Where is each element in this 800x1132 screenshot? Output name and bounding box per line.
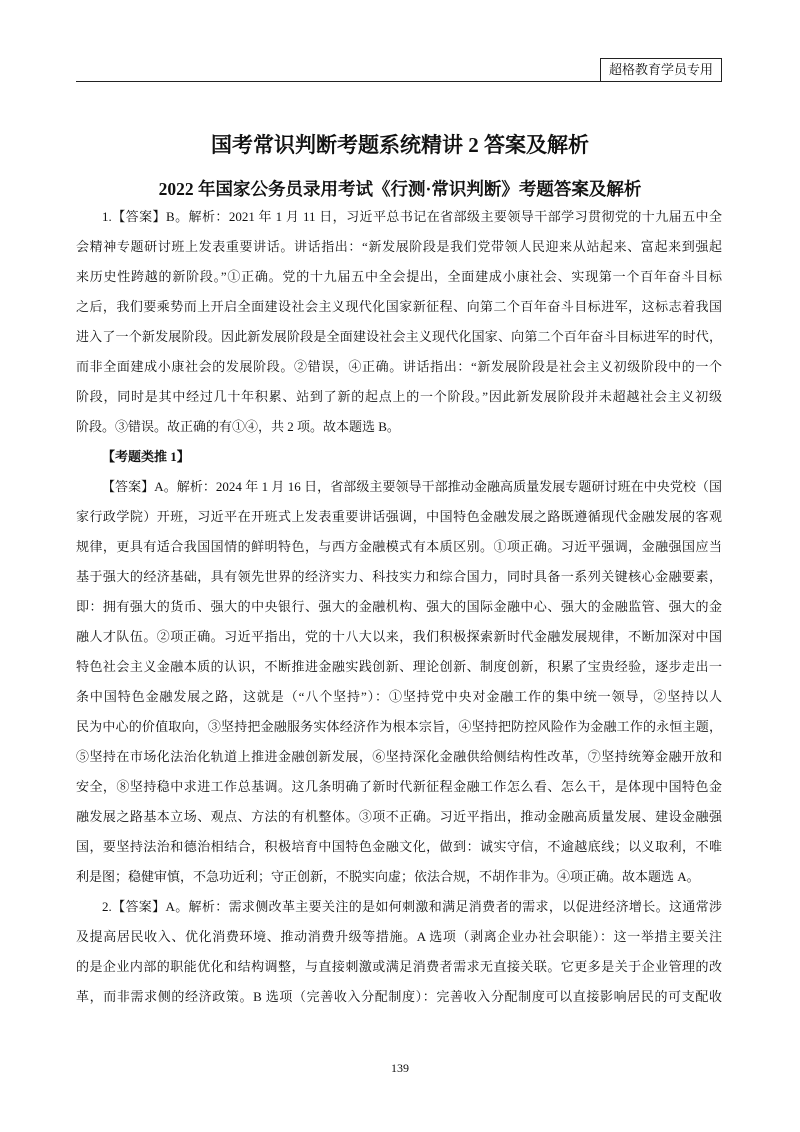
document-body [76,202,722,1012]
text-line: 民为中心的价值取向，③坚持把金融服务实体经济作为根本宗旨，④坚持把防控风险作为金融工作的永恒主题， [76,719,722,734]
text-line: 及提高居民收入、优化消费环境、推动消费升级等措施。A 选项（剥离企业办社会职能）：这一举措主要关注 [76,929,722,944]
text-line: 而非全面建成小康社会的发展阶段。②错误，④正确。讲话指出：“新发展阶段是社会主义初级阶段中的一个 [76,359,722,374]
text-line: 【答案】A。解析：2024 年 1 月 16 日，省部级主要领导干部推动金融高质量发展专题研讨班在中央党校（国 [102,479,722,494]
text-line: 进入了一个新发展阶段。因此新发展阶段是全面建设社会主义现代化国家、向第二个百年奋斗目标进军的时代， [76,329,722,344]
page-number: 139 [391,1061,409,1075]
answer-2-paragraph [76,892,722,1012]
text-line: 2.【答案】A。解析：需求侧改革主要关注的是如何刺激和满足消费者的需求，以促进经济增长。这通常涉 [102,899,722,914]
text-line: 之后，我们要乘势而上开启全面建设社会主义现代化国家新征程、向第二个百年奋斗目标进军，这标志着我国 [76,299,722,314]
text-line: 条中国特色金融发展之路，这就是（“八个坚持”）：①坚持党中央对金融工作的集中统一领导，②坚持以人 [76,689,722,704]
text-line: 特色社会主义金融本质的认识，不断推进金融实践创新、理论创新、制度创新，积累了宝贵经验，逐步走出一 [76,659,722,674]
text-line: 阶段。③错误。故正确的有①④，共 2 项。故本题选 B。 [76,419,400,434]
page-subtitle: 2022 年国家公务员录用考试《行测·常识判断》考题答案及解析 [158,179,642,199]
text-line: 基于强大的经济基础，具有领先世界的经济实力、科技实力和综合国力，同时具备一系列关键核心金融要素， [76,569,722,584]
page-title: 国考常识判断考题系统精讲 2 答案及解析 [211,133,589,157]
text-line: 国，要坚持法治和德治相结合，积极培育中国特色金融文化，做到：诚实守信，不逾越底线；以义取利，不唯 [76,839,722,854]
text-line: 阶段，同时是其中经过几十年积累、站到了新的起点上的一个阶段。”因此新发展阶段并未超越社会主义初级 [76,389,722,404]
text-line: 利是图；稳健审慎，不急功近利；守正创新，不脱实向虚；依法合规，不胡作非为。④项正确。故本题选 A。 [76,869,700,884]
analogy-heading: 【考题类推 1】 [102,449,190,464]
text-line: 即：拥有强大的货币、强大的中央银行、强大的金融机构、强大的国际金融中心、强大的金融监管、强大的金 [76,599,722,614]
text-line: ⑤坚持在市场化法治化轨道上推进金融创新发展，⑥坚持深化金融供给侧结构性改革，⑦坚持统筹金融开放和 [76,749,722,764]
text-line: 1.【答案】B。解析：2021 年 1 月 11 日，习近平总书记在省部级主要领导干部学习贯彻党的十九届五中全 [102,209,722,224]
text-line: 融发展之路基本立场、观点、方法的有机整体。③项不正确。习近平指出，推动金融高质量发展、建设金融强 [76,809,722,824]
text-line: 来历史性跨越的新阶段。”①正确。党的十九届五中全会提出，全面建成小康社会、实现第一个百年奋斗目标 [76,269,722,284]
text-line: 家行政学院）开班，习近平在开班式上发表重要讲话强调，中国特色金融发展之路既遵循现代金融发展的客观 [76,509,722,524]
header-badge: 超格教育学员专用 [600,58,722,82]
text-line: 安全，⑧坚持稳中求进工作总基调。这几条明确了新时代新征程金融工作怎么看、怎么干，是体现中国特色金 [76,779,722,794]
text-line: 融人才队伍。②项正确。习近平指出，党的十八大以来，我们积极探索新时代金融发展规律，不断加深对中国 [76,629,722,644]
text-line: 规律，更具有适合我国国情的鲜明特色，与西方金融模式有本质区别。①项正确。习近平强调，金融强国应当 [76,539,722,554]
text-line: 会精神专题研讨班上发表重要讲话。讲话指出：“新发展阶段是我们党带领人民迎来从站起来、富起来到强起 [76,239,722,254]
text-line: 的是企业内部的职能优化和结构调整，与直接刺激或满足消费者需求无直接关联。它更多是关于企业管理的改 [76,959,722,974]
answer-1-paragraph [76,202,722,442]
analogy-1-paragraph [76,472,722,892]
text-line: 革，而非需求侧的经济政策。B 选项（完善收入分配制度）：完善收入分配制度可以直接影响居民的可支配收 [76,989,722,1004]
